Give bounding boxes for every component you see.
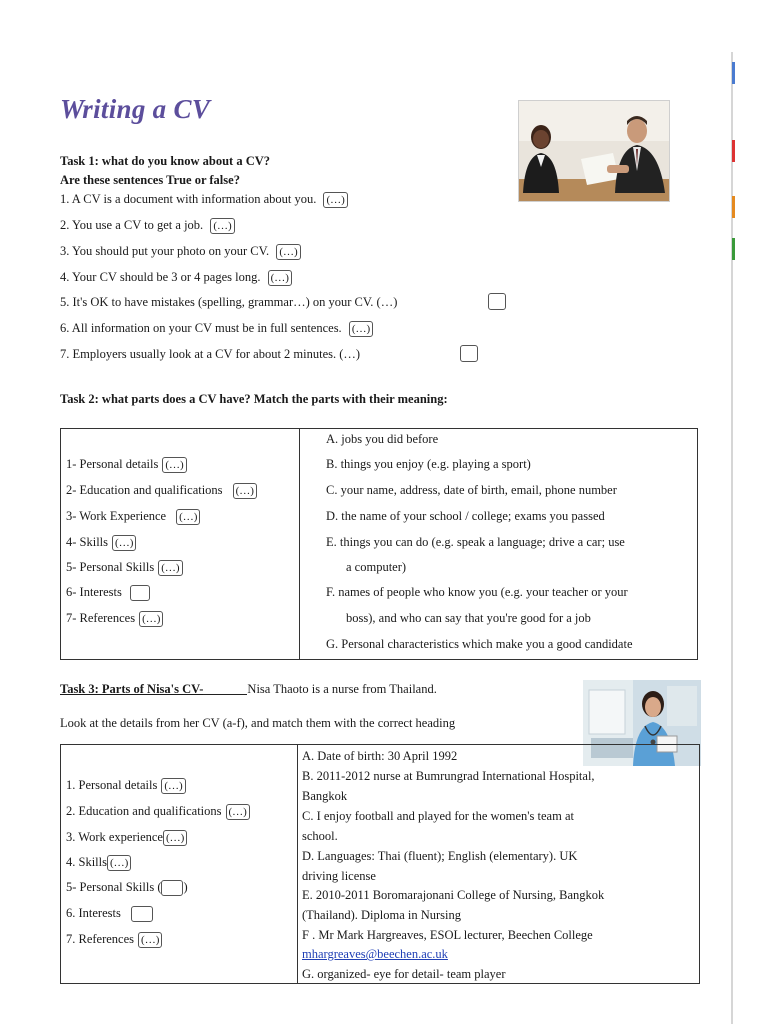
task2-meaning-f: F. names of people who know you (e.g. your teacher or your [326, 585, 628, 599]
task1-item-text: 6. All information on your CV must be in full sentences. [60, 321, 342, 335]
task1-item-4 [60, 270, 292, 286]
answer-box[interactable]: (…) [210, 218, 234, 234]
task1-item-1 [60, 192, 348, 208]
tab-marker-blue [732, 62, 735, 84]
task3-detail-c-cont: school. [302, 829, 338, 843]
task3-part-2: 2. Education and qualifications (…) [66, 804, 250, 820]
task3-part-7: 7. References (…) [66, 932, 162, 948]
task1-item-text: 1. A CV is a document with information about you. [60, 192, 317, 206]
interview-photo [518, 100, 670, 202]
answer-box[interactable]: (…) [323, 192, 347, 208]
answer-box[interactable]: (…) [276, 244, 300, 260]
tab-marker-green [732, 238, 735, 260]
task3-part-1: 1. Personal details (…) [66, 778, 186, 794]
task3-part-3: 3. Work experience (…) [66, 830, 187, 846]
answer-box[interactable]: (…) [176, 509, 200, 525]
task1-item-text: 5. It's OK to have mistakes (spelling, grammar…) on your CV. (…) [60, 295, 398, 309]
answer-box[interactable]: (…) [161, 778, 185, 794]
task3-instruction: Look at the details from her CV (a-f), and match them with the correct heading [60, 716, 456, 730]
page-title: Writing a CV [60, 94, 211, 124]
answer-box[interactable]: (…) [162, 457, 186, 473]
task1-item-7 [60, 347, 360, 362]
task2-part-2: 2- Education and qualifications (…) [66, 483, 257, 499]
task2-meaning-e: E. things you can do (e.g. speak a language; drive a car; use [326, 535, 625, 549]
task3-detail-e-cont: (Thailand). Diploma in Nursing [302, 908, 461, 922]
task3-detail-b-cont: Bangkok [302, 789, 348, 803]
task2-meaning-c: C. your name, address, date of birth, email, phone number [326, 483, 617, 497]
task2-part-1: 1- Personal details (…) [66, 457, 187, 473]
answer-box[interactable] [161, 880, 183, 896]
task1-heading: Task 1: what do you know about a CV? [60, 154, 271, 168]
answer-box[interactable]: (…) [112, 535, 136, 551]
task1-item-5 [60, 295, 397, 310]
tab-marker-red [732, 140, 735, 162]
answer-box[interactable] [131, 906, 153, 922]
task1-subheading: Are these sentences True or false? [60, 173, 240, 187]
task1-item-text: 2. You use a CV to get a job. [60, 218, 204, 232]
tab-marker-orange [732, 196, 735, 218]
task1-item-text: 4. Your CV should be 3 or 4 pages long. [60, 270, 261, 284]
answer-box[interactable]: (…) [349, 321, 373, 337]
answer-box[interactable]: (…) [139, 611, 163, 627]
task3-detail-f-email[interactable] [302, 947, 448, 962]
task2-part-4: 4- Skills (…) [66, 535, 136, 551]
task1-item-text: 3. You should put your photo on your CV. [60, 244, 270, 258]
task3-heading: Task 3: Parts of Nisa's CV- [60, 682, 204, 696]
task3-detail-d-cont: driving license [302, 869, 376, 883]
task1-item-3 [60, 244, 301, 260]
task1-item-6 [60, 321, 373, 337]
task2-meaning-a: A. jobs you did before [326, 432, 439, 446]
task1-item-2 [60, 218, 235, 234]
task2-part-6: 6- Interests [66, 585, 150, 601]
task3-part-4: 4. Skills (…) [66, 855, 131, 871]
task2-part-3: 3- Work Experience (…) [66, 509, 200, 525]
task3-heading-line [60, 682, 437, 697]
answer-box[interactable] [488, 293, 506, 310]
answer-box[interactable]: (…) [158, 560, 182, 576]
task3-detail-e: E. 2010-2011 Boromarajonani College of Nursing, Bangkok [302, 888, 605, 902]
answer-box[interactable] [130, 585, 150, 601]
task3-detail-d: D. Languages: Thai (fluent); English (elementary). UK [302, 849, 578, 863]
answer-box[interactable] [460, 345, 478, 362]
task2-meaning-e-cont: a computer) [346, 560, 407, 574]
task2-heading: Task 2: what parts does a CV have? Match the parts with their meaning: [60, 392, 448, 406]
task3-part-5: 5- Personal Skills ( ) [66, 880, 188, 896]
task3-detail-a: A. Date of birth: 30 April 1992 [302, 749, 458, 763]
task3-heading-underline [203, 694, 247, 695]
answer-box[interactable]: (…) [107, 855, 131, 871]
task2-part-5: 5- Personal Skills (…) [66, 560, 183, 576]
email-link[interactable]: mhargreaves@beechen.ac.uk [302, 947, 448, 961]
task3-intro: Nisa Thaoto is a nurse from Thailand. [247, 682, 437, 696]
task2-meaning-f-cont: boss), and who can say that you're good for a job [346, 611, 591, 625]
task3-detail-b: B. 2011-2012 nurse at Bumrungrad International Hospital, [302, 769, 595, 783]
task3-detail-g: G. organized- eye for detail- team player [302, 967, 506, 981]
answer-box[interactable]: (…) [268, 270, 292, 286]
task3-detail-f: F . Mr Mark Hargreaves, ESOL lecturer, Beechen College [302, 928, 593, 942]
task2-part-7: 7- References (…) [66, 611, 163, 627]
task1-item-text: 7. Employers usually look at a CV for about 2 minutes. (…) [60, 347, 361, 361]
answer-box[interactable]: (…) [233, 483, 257, 499]
task2-meaning-g: G. Personal characteristics which make you a good candidate [326, 637, 633, 651]
task3-part-6: 6. Interests [66, 906, 153, 922]
task2-meaning-d: D. the name of your school / college; exams you passed [326, 509, 605, 523]
answer-box[interactable]: (…) [163, 830, 187, 846]
task2-meaning-b: B. things you enjoy (e.g. playing a sport) [326, 457, 531, 471]
answer-box[interactable]: (…) [226, 804, 250, 820]
task3-detail-c: C. I enjoy football and played for the women's team at [302, 809, 574, 823]
answer-box[interactable]: (…) [138, 932, 162, 948]
